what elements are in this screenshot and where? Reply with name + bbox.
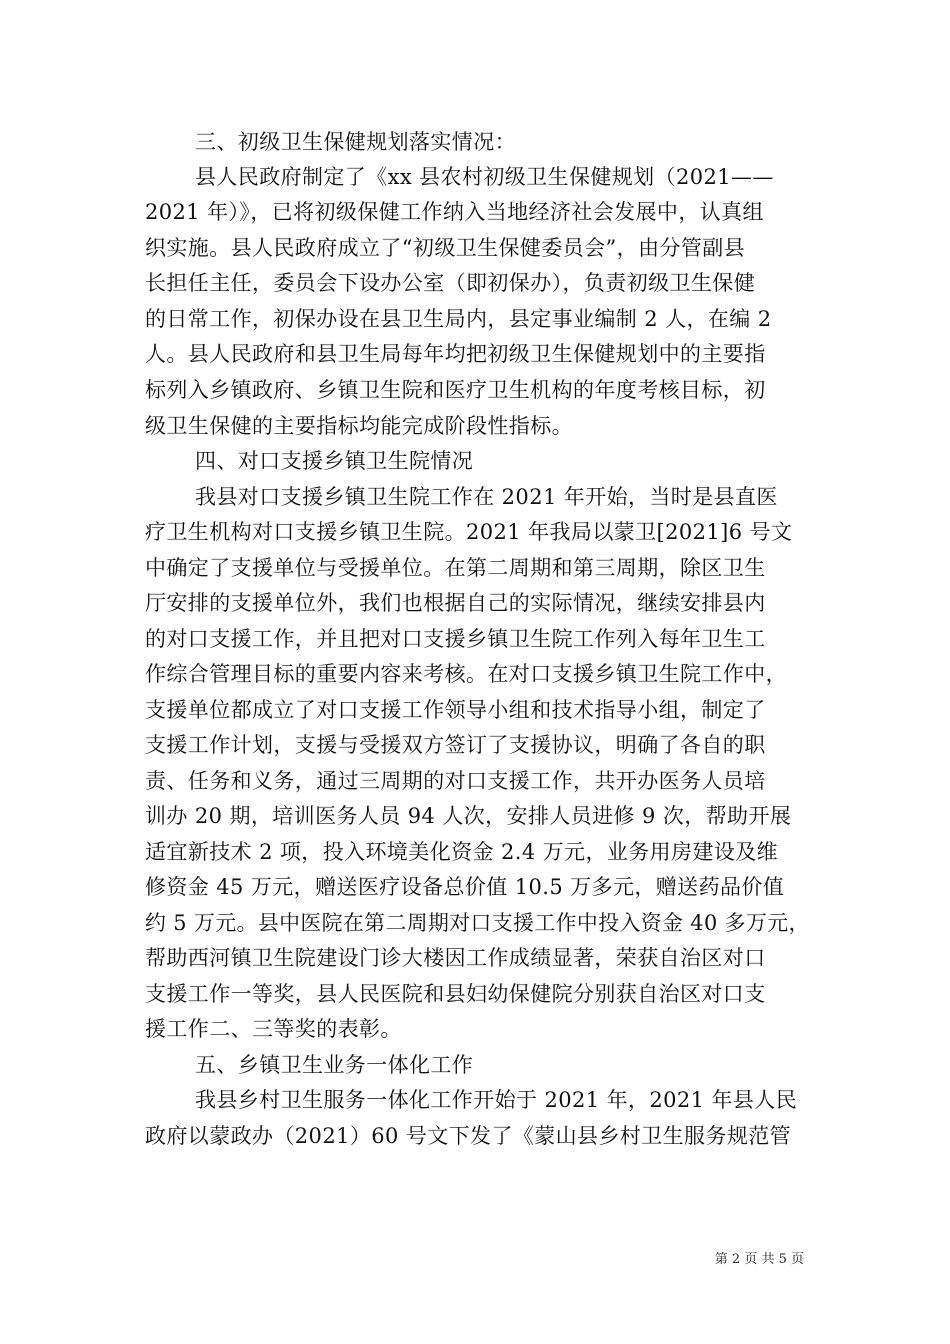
paragraph-line: 标列入乡镇政府、乡镇卫生院和医疗卫生机构的年度考核目标，初	[145, 378, 766, 402]
paragraph-line: 疗卫生机构对口支援乡镇卫生院。2021 年我局以蒙卫[2021]6 号文	[145, 520, 793, 544]
paragraph-line: 人。县人民政府和县卫生局每年均把初级卫生保健规划中的主要指	[145, 342, 766, 366]
paragraph-line: 支援工作一等奖，县人民医院和县妇幼保健院分别获自治区对口支	[145, 982, 766, 1006]
page-number-footer: 第 2 页 共 5 页	[714, 1252, 804, 1267]
paragraph-line: 的对口支援工作，并且把对口支援乡镇卫生院工作列入每年卫生工	[145, 627, 766, 651]
paragraph-line: 援工作二、三等奖的表彰。	[145, 1017, 402, 1041]
paragraph-line: 作综合管理目标的重要内容来考核。在对口支援乡镇卫生院工作中，	[145, 662, 787, 686]
paragraph-line: 县人民政府制定了《xx 县农村初级卫生保健规划（2021——	[195, 165, 774, 189]
paragraph-line: 厅安排的支援单位外，我们也根据自己的实际情况，继续安排县内	[145, 591, 766, 615]
paragraph-line: 级卫生保健的主要指标均能完成阶段性指标。	[145, 414, 573, 438]
paragraph-line: 政府以蒙政办（2021）60 号文下发了《蒙山县乡村卫生服务规范管	[145, 1124, 792, 1148]
paragraph-line: 我县乡村卫生服务一体化工作开始于 2021 年，2021 年县人民	[195, 1088, 798, 1112]
heading-section-5: 五、乡镇卫生业务一体化工作	[195, 1053, 474, 1077]
paragraph-line: 约 5 万元。县中医院在第二周期对口支援工作中投入资金 40 多万元，	[145, 911, 810, 935]
heading-section-4: 四、对口支援乡镇卫生院情况	[195, 449, 474, 473]
paragraph-line: 的日常工作，初保办设在县卫生局内，县定事业编制 2 人，在编 2	[145, 307, 772, 331]
paragraph-line: 责、任务和义务，通过三周期的对口支援工作，共开办医务人员培	[145, 769, 766, 793]
paragraph-line: 支援工作计划，支援与受援双方签订了支援协议，明确了各自的职	[145, 733, 766, 757]
paragraph-line: 适宜新技术 2 项，投入环境美化资金 2.4 万元，业务用房建设及维	[145, 840, 779, 864]
paragraph-line: 2021 年）》，已将初级保健工作纳入当地经济社会发展中，认真组	[145, 200, 764, 224]
paragraph-line: 支援单位都成立了对口支援工作领导小组和技术指导小组，制定了	[145, 698, 766, 722]
heading-section-3: 三、初级卫生保健规划落实情况：	[195, 130, 516, 154]
paragraph-line: 训办 20 期，培训医务人员 94 人次，安排人员进修 9 次，帮助开展	[145, 804, 792, 828]
paragraph-line: 帮助西河镇卫生院建设门诊大楼因工作成绩显著，荣获自治区对口	[145, 946, 766, 970]
paragraph-line: 长担任主任，委员会下设办公室（即初保办），负责初级卫生保健	[145, 271, 756, 295]
paragraph-line: 织实施。县人民政府成立了“初级卫生保健委员会”，由分管副县	[145, 236, 746, 260]
paragraph-line: 我县对口支援乡镇卫生院工作在 2021 年开始，当时是县直医	[195, 485, 778, 509]
paragraph-line: 中确定了支援单位与受援单位。在第二周期和第三周期，除区卫生	[145, 556, 766, 580]
paragraph-line: 修资金 45 万元，赠送医疗设备总价值 10.5 万多元，赠送药品价值	[145, 875, 785, 899]
